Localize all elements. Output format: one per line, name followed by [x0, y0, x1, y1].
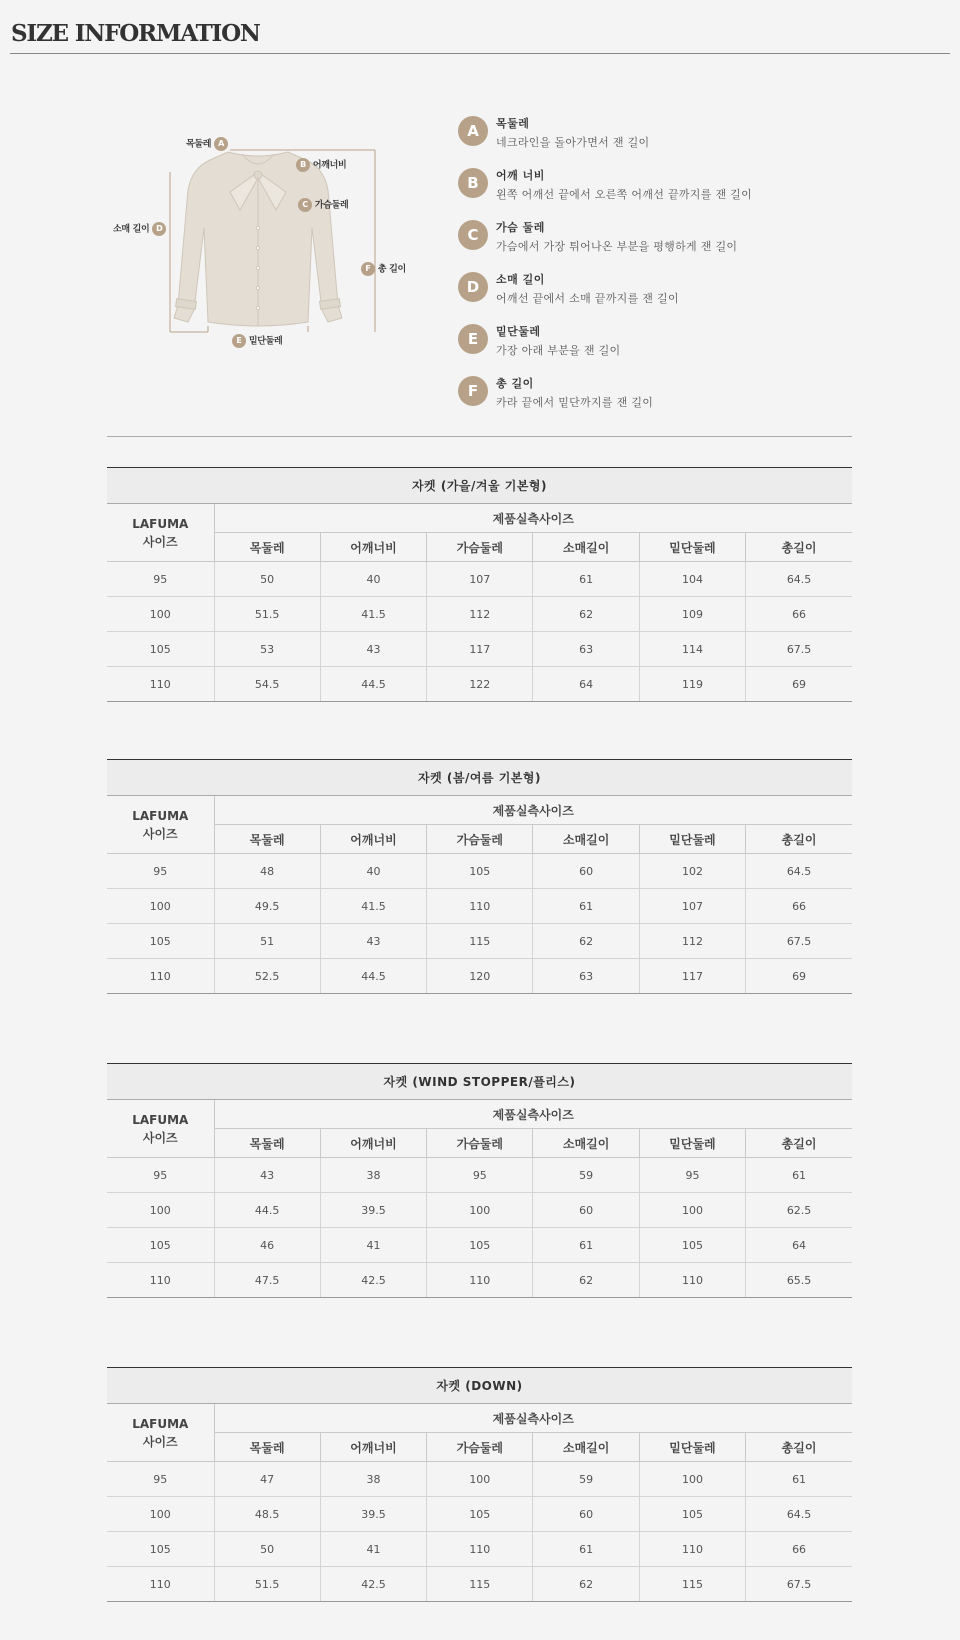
column-header: 소매길이 — [533, 533, 639, 562]
legend-name: 목둘레 — [496, 117, 530, 130]
table-cell: 114 — [639, 632, 745, 667]
marker-c: C — [298, 198, 312, 212]
label-hem — [232, 334, 282, 349]
legend-marker: A — [458, 116, 488, 146]
column-header: 목둘레 — [214, 825, 320, 854]
table-cell: 100 — [107, 1193, 214, 1228]
size-column-header — [107, 796, 214, 854]
marker-b: B — [296, 158, 310, 172]
table-cell: 60 — [533, 854, 639, 889]
column-header: 어깨너비 — [320, 1433, 426, 1462]
table-cell: 67.5 — [746, 632, 852, 667]
marker-f: F — [361, 262, 375, 276]
table-cell: 110 — [107, 1263, 214, 1298]
table-cell: 43 — [320, 632, 426, 667]
column-header: 총길이 — [746, 1433, 852, 1462]
table-cell: 41 — [320, 1228, 426, 1263]
table-cell: 51 — [214, 924, 320, 959]
table-cell: 64 — [533, 667, 639, 702]
table-cell: 100 — [427, 1462, 533, 1497]
table-cell: 95 — [427, 1158, 533, 1193]
brand-label: LAFUMA — [132, 1112, 189, 1127]
column-header: 가슴둘레 — [427, 825, 533, 854]
column-header: 밑단둘레 — [639, 533, 745, 562]
table-cell: 43 — [320, 924, 426, 959]
table-cell: 100 — [107, 597, 214, 632]
brand-label: LAFUMA — [132, 516, 189, 531]
legend-name: 가슴 둘레 — [496, 221, 545, 234]
page-header — [10, 18, 950, 54]
table-cell: 62 — [533, 924, 639, 959]
table-cell: 119 — [639, 667, 745, 702]
table-cell: 63 — [533, 959, 639, 994]
table-cell: 117 — [427, 632, 533, 667]
table-cell: 105 — [107, 924, 214, 959]
table-cell: 115 — [427, 1567, 533, 1602]
table-cell: 52.5 — [214, 959, 320, 994]
column-header: 목둘레 — [214, 1433, 320, 1462]
table-cell: 105 — [427, 1228, 533, 1263]
legend-desc: 네크라인을 돌아가면서 잰 길이 — [496, 136, 650, 149]
table-cell: 60 — [533, 1193, 639, 1228]
page-title: SIZE INFORMATION — [11, 20, 260, 47]
table-cell: 110 — [107, 667, 214, 702]
column-header: 밑단둘레 — [639, 1433, 745, 1462]
legend-item-a — [458, 113, 818, 165]
divider — [107, 436, 852, 437]
legend-name: 소매 길이 — [496, 273, 545, 286]
measurement-legend — [458, 113, 818, 425]
table-cell: 100 — [639, 1462, 745, 1497]
legend-marker: B — [458, 168, 488, 198]
column-header: 총길이 — [746, 533, 852, 562]
table-row — [107, 924, 852, 959]
table-row — [107, 1462, 852, 1497]
table-cell: 95 — [107, 1462, 214, 1497]
legend-desc: 왼쪽 어깨선 끝에서 오른쪽 어깨선 끝까지를 잰 길이 — [496, 188, 753, 201]
table-cell: 104 — [639, 562, 745, 597]
table-cell: 46 — [214, 1228, 320, 1263]
table-cell: 100 — [107, 1497, 214, 1532]
column-header: 목둘레 — [214, 1129, 320, 1158]
label-length-text: 총 길이 — [377, 264, 406, 275]
legend-name: 밑단둘레 — [496, 325, 541, 338]
legend-name: 어깨 너비 — [496, 169, 545, 182]
size-column-header — [107, 1100, 214, 1158]
group-header: 제품실측사이즈 — [214, 1100, 852, 1129]
legend-marker: E — [458, 324, 488, 354]
table-cell: 60 — [533, 1497, 639, 1532]
column-header: 가슴둘레 — [427, 1129, 533, 1158]
legend-desc: 어깨선 끝에서 소매 끝까지를 잰 길이 — [496, 292, 679, 305]
table-title: 자켓 (봄/여름 기본형) — [107, 760, 852, 796]
column-header: 총길이 — [746, 1129, 852, 1158]
table-cell: 39.5 — [320, 1193, 426, 1228]
measurement-diagram — [100, 130, 440, 360]
table-cell: 47 — [214, 1462, 320, 1497]
table-row — [107, 889, 852, 924]
table-title: 자켓 (가을/겨울 기본형) — [107, 468, 852, 504]
table-cell: 105 — [639, 1497, 745, 1532]
label-shoulder-text: 어깨너비 — [312, 160, 347, 171]
table-cell: 122 — [427, 667, 533, 702]
size-label: 사이즈 — [142, 1130, 178, 1145]
table-cell: 40 — [320, 854, 426, 889]
size-table-windstopper-fleece — [107, 1063, 852, 1298]
column-header: 어깨너비 — [320, 1129, 426, 1158]
marker-a: A — [214, 137, 228, 151]
table-cell: 62 — [533, 1263, 639, 1298]
table-cell: 95 — [107, 854, 214, 889]
table-row — [107, 1228, 852, 1263]
table-cell: 100 — [639, 1193, 745, 1228]
table-cell: 44.5 — [320, 959, 426, 994]
table-cell: 63 — [533, 632, 639, 667]
size-label: 사이즈 — [142, 534, 178, 549]
legend-desc: 카라 끝에서 밑단까지를 잰 길이 — [496, 396, 654, 409]
table-cell: 42.5 — [320, 1263, 426, 1298]
legend-marker: C — [458, 220, 488, 250]
size-label: 사이즈 — [142, 1434, 178, 1449]
table-row — [107, 1263, 852, 1298]
table-cell: 110 — [427, 889, 533, 924]
table-cell: 51.5 — [214, 597, 320, 632]
table-cell: 41.5 — [320, 597, 426, 632]
table-cell: 112 — [427, 597, 533, 632]
column-header: 총길이 — [746, 825, 852, 854]
table-cell: 40 — [320, 562, 426, 597]
table-cell: 105 — [427, 854, 533, 889]
legend-marker: F — [458, 376, 488, 406]
table-cell: 95 — [107, 1158, 214, 1193]
table-cell: 50 — [214, 1532, 320, 1567]
table-cell: 69 — [746, 959, 852, 994]
table-cell: 42.5 — [320, 1567, 426, 1602]
table-row — [107, 667, 852, 702]
table-cell: 62 — [533, 1567, 639, 1602]
brand-label: LAFUMA — [132, 808, 189, 823]
table-cell: 110 — [639, 1532, 745, 1567]
legend-item-c — [458, 217, 818, 269]
table-row — [107, 959, 852, 994]
table-cell: 64.5 — [746, 1497, 852, 1532]
table-cell: 115 — [427, 924, 533, 959]
table-cell: 105 — [427, 1497, 533, 1532]
legend-marker: D — [458, 272, 488, 302]
table-cell: 51.5 — [214, 1567, 320, 1602]
column-header: 어깨너비 — [320, 533, 426, 562]
table-cell: 49.5 — [214, 889, 320, 924]
table-cell: 61 — [746, 1462, 852, 1497]
label-sleeve-text: 소매 길이 — [113, 224, 150, 235]
table-cell: 66 — [746, 1532, 852, 1567]
table-cell: 61 — [533, 1532, 639, 1567]
table-cell: 67.5 — [746, 1567, 852, 1602]
size-table-fall-winter — [107, 467, 852, 702]
table-row — [107, 1567, 852, 1602]
table-cell: 59 — [533, 1462, 639, 1497]
table-title: 자켓 (WIND STOPPER/플리스) — [107, 1064, 852, 1100]
label-length — [361, 262, 406, 277]
table-cell: 66 — [746, 597, 852, 632]
table-row — [107, 562, 852, 597]
table-cell: 95 — [639, 1158, 745, 1193]
table-cell: 41.5 — [320, 889, 426, 924]
table-cell: 47.5 — [214, 1263, 320, 1298]
table-cell: 44.5 — [320, 667, 426, 702]
column-header: 목둘레 — [214, 533, 320, 562]
column-header: 가슴둘레 — [427, 1433, 533, 1462]
column-header: 가슴둘레 — [427, 533, 533, 562]
size-table-spring-summer — [107, 759, 852, 994]
table-cell: 38 — [320, 1462, 426, 1497]
table-cell: 105 — [639, 1228, 745, 1263]
marker-e: E — [232, 334, 246, 348]
table-cell: 61 — [533, 562, 639, 597]
table-cell: 109 — [639, 597, 745, 632]
table-row — [107, 1497, 852, 1532]
table-title: 자켓 (DOWN) — [107, 1368, 852, 1404]
size-label: 사이즈 — [142, 826, 178, 841]
size-column-header — [107, 504, 214, 562]
table-cell: 100 — [107, 889, 214, 924]
table-cell: 107 — [427, 562, 533, 597]
legend-desc: 가장 아래 부분을 잰 길이 — [496, 344, 621, 357]
table-cell: 38 — [320, 1158, 426, 1193]
column-header: 소매길이 — [533, 1129, 639, 1158]
legend-name: 총 길이 — [496, 377, 534, 390]
table-cell: 48 — [214, 854, 320, 889]
label-hem-text: 밑단둘레 — [248, 336, 283, 347]
column-header: 소매길이 — [533, 825, 639, 854]
table-row — [107, 1532, 852, 1567]
legend-desc: 가슴에서 가장 튀어나온 부분을 평행하게 잰 길이 — [496, 240, 738, 253]
table-cell: 102 — [639, 854, 745, 889]
size-column-header — [107, 1404, 214, 1462]
table-cell: 39.5 — [320, 1497, 426, 1532]
table-cell: 64.5 — [746, 854, 852, 889]
table-cell: 61 — [746, 1158, 852, 1193]
table-cell: 112 — [639, 924, 745, 959]
table-cell: 50 — [214, 562, 320, 597]
table-cell: 62 — [533, 597, 639, 632]
label-neck — [186, 137, 228, 152]
table-cell: 107 — [639, 889, 745, 924]
legend-item-d — [458, 269, 818, 321]
label-sleeve — [113, 222, 166, 237]
table-cell: 64 — [746, 1228, 852, 1263]
marker-d: D — [152, 222, 166, 236]
table-row — [107, 1158, 852, 1193]
table-cell: 110 — [427, 1532, 533, 1567]
table-cell: 115 — [639, 1567, 745, 1602]
column-header: 어깨너비 — [320, 825, 426, 854]
table-cell: 62.5 — [746, 1193, 852, 1228]
table-cell: 117 — [639, 959, 745, 994]
table-cell: 105 — [107, 632, 214, 667]
table-cell: 100 — [427, 1193, 533, 1228]
group-header: 제품실측사이즈 — [214, 504, 852, 533]
table-cell: 61 — [533, 1228, 639, 1263]
label-chest — [298, 198, 348, 213]
label-neck-text: 목둘레 — [186, 139, 212, 150]
table-cell: 59 — [533, 1158, 639, 1193]
table-cell: 43 — [214, 1158, 320, 1193]
table-cell: 120 — [427, 959, 533, 994]
size-table-down — [107, 1367, 852, 1602]
table-cell: 110 — [427, 1263, 533, 1298]
table-cell: 64.5 — [746, 562, 852, 597]
brand-label: LAFUMA — [132, 1416, 189, 1431]
table-row — [107, 1193, 852, 1228]
legend-item-e — [458, 321, 818, 373]
label-chest-text: 가슴둘레 — [314, 200, 349, 211]
label-shoulder — [296, 158, 346, 173]
legend-item-f — [458, 373, 818, 425]
table-row — [107, 632, 852, 667]
table-cell: 44.5 — [214, 1193, 320, 1228]
group-header: 제품실측사이즈 — [214, 796, 852, 825]
table-cell: 48.5 — [214, 1497, 320, 1532]
group-header: 제품실측사이즈 — [214, 1404, 852, 1433]
table-cell: 54.5 — [214, 667, 320, 702]
table-cell: 69 — [746, 667, 852, 702]
table-cell: 65.5 — [746, 1263, 852, 1298]
jacket-illustration — [100, 130, 440, 360]
table-cell: 61 — [533, 889, 639, 924]
table-cell: 110 — [107, 959, 214, 994]
column-header: 밑단둘레 — [639, 1129, 745, 1158]
table-cell: 105 — [107, 1228, 214, 1263]
column-header: 소매길이 — [533, 1433, 639, 1462]
table-cell: 67.5 — [746, 924, 852, 959]
table-cell: 95 — [107, 562, 214, 597]
table-row — [107, 597, 852, 632]
table-row — [107, 854, 852, 889]
table-cell: 110 — [639, 1263, 745, 1298]
table-cell: 66 — [746, 889, 852, 924]
table-cell: 53 — [214, 632, 320, 667]
legend-item-b — [458, 165, 818, 217]
table-cell: 105 — [107, 1532, 214, 1567]
table-cell: 41 — [320, 1532, 426, 1567]
table-cell: 110 — [107, 1567, 214, 1602]
column-header: 밑단둘레 — [639, 825, 745, 854]
